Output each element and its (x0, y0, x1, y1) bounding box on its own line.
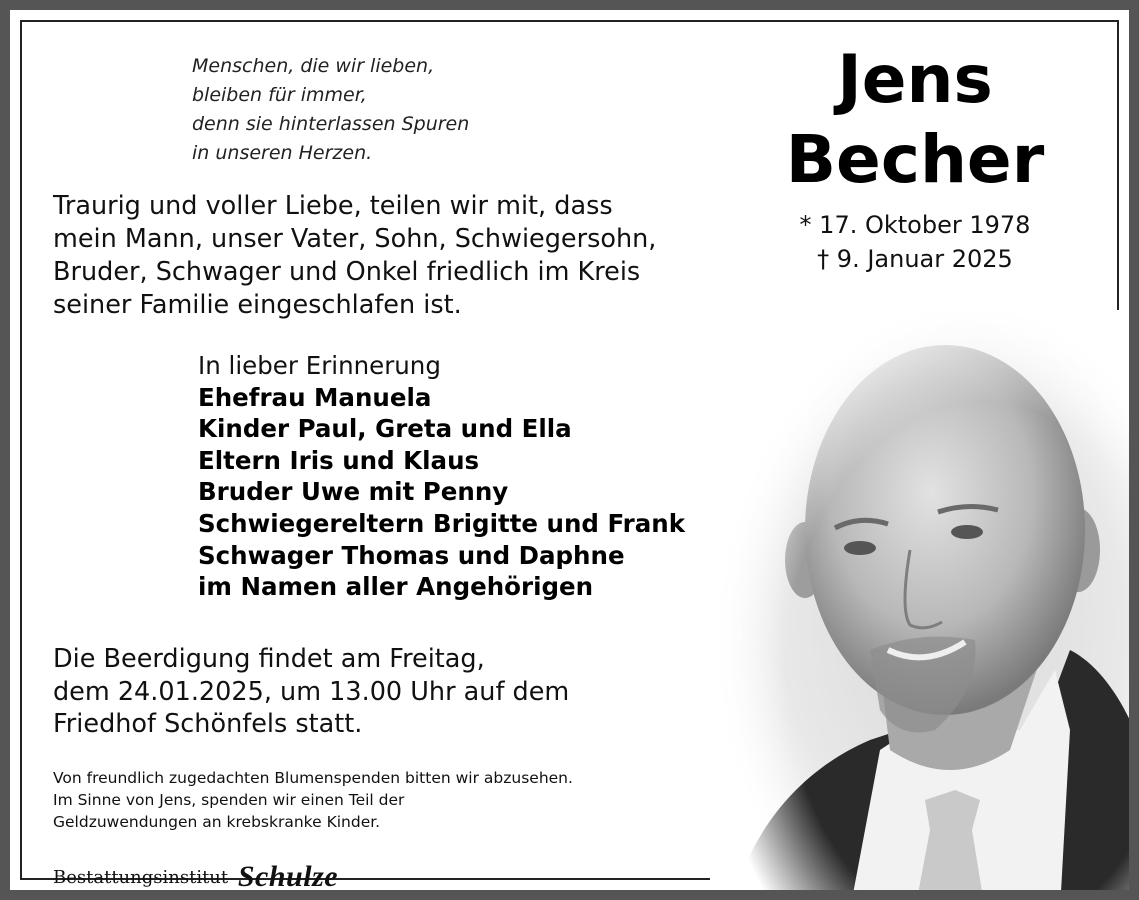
announcement-line: seiner Familie eingeschlafen ist. (53, 290, 462, 320)
funeral-line: Die Beerdigung findet am Freitag, (53, 644, 485, 674)
funeral-line: dem 24.01.2025, um 13.00 Uhr auf dem (53, 676, 570, 707)
mourners-lead: In lieber Erinnerung (198, 351, 441, 380)
poem-line: in unseren Herzen. (192, 142, 373, 164)
funeral-home (53, 860, 338, 894)
announcement-line: Bruder, Schwager und Onkel friedlich im Kreis (53, 257, 641, 287)
poem-line: Menschen, die wir lieben, (192, 55, 435, 77)
announcement-text (53, 190, 713, 322)
poem-line: denn sie hinterlassen Spuren (192, 113, 470, 135)
mourner-entry: Schwiegereltern Brigitte und Frank (198, 508, 686, 538)
life-dates (780, 208, 1050, 276)
funeral-home-name: Schulze (237, 860, 339, 893)
birth-date: * 17. Oktober 1978 (799, 211, 1031, 239)
first-name: Jens (837, 41, 993, 118)
mourner-entry: im Namen aller Angehörigen (198, 572, 594, 602)
funeral-info (53, 643, 569, 741)
mourner-entry: Eltern Iris und Klaus (198, 445, 480, 475)
announcement-line: Traurig und voller Liebe, teilen wir mit, dass (53, 191, 613, 221)
funeral-line: Friedhof Schönfels statt. (53, 709, 363, 739)
mourner-entry: Kinder Paul, Greta und Ella (198, 414, 572, 444)
mourner-entry: Bruder Uwe mit Penny (198, 477, 509, 507)
donation-note (53, 767, 573, 833)
deceased-name (780, 40, 1050, 200)
mourner-entry: Schwager Thomas und Daphne (198, 540, 625, 570)
note-line: Von freundlich zugedachten Blumenspenden bitten wir abzusehen. (53, 769, 573, 787)
poem-line: bleiben für immer, (192, 84, 367, 106)
announcement-line: mein Mann, unser Vater, Sohn, Schwiegersohn, (53, 224, 657, 254)
mourner-entry: Ehefrau Manuela (198, 382, 432, 412)
last-name: Becher (785, 121, 1045, 198)
note-line: Im Sinne von Jens, spenden wir einen Teil der (53, 791, 405, 809)
funeral-home-prefix: Bestattungsinstitut (53, 867, 229, 888)
mourners-list (198, 350, 685, 603)
portrait-photo (710, 310, 1139, 900)
memorial-poem (192, 52, 469, 168)
death-date: † 9. Januar 2025 (817, 245, 1013, 273)
note-line: Geldzuwendungen an krebskranke Kinder. (53, 813, 381, 831)
